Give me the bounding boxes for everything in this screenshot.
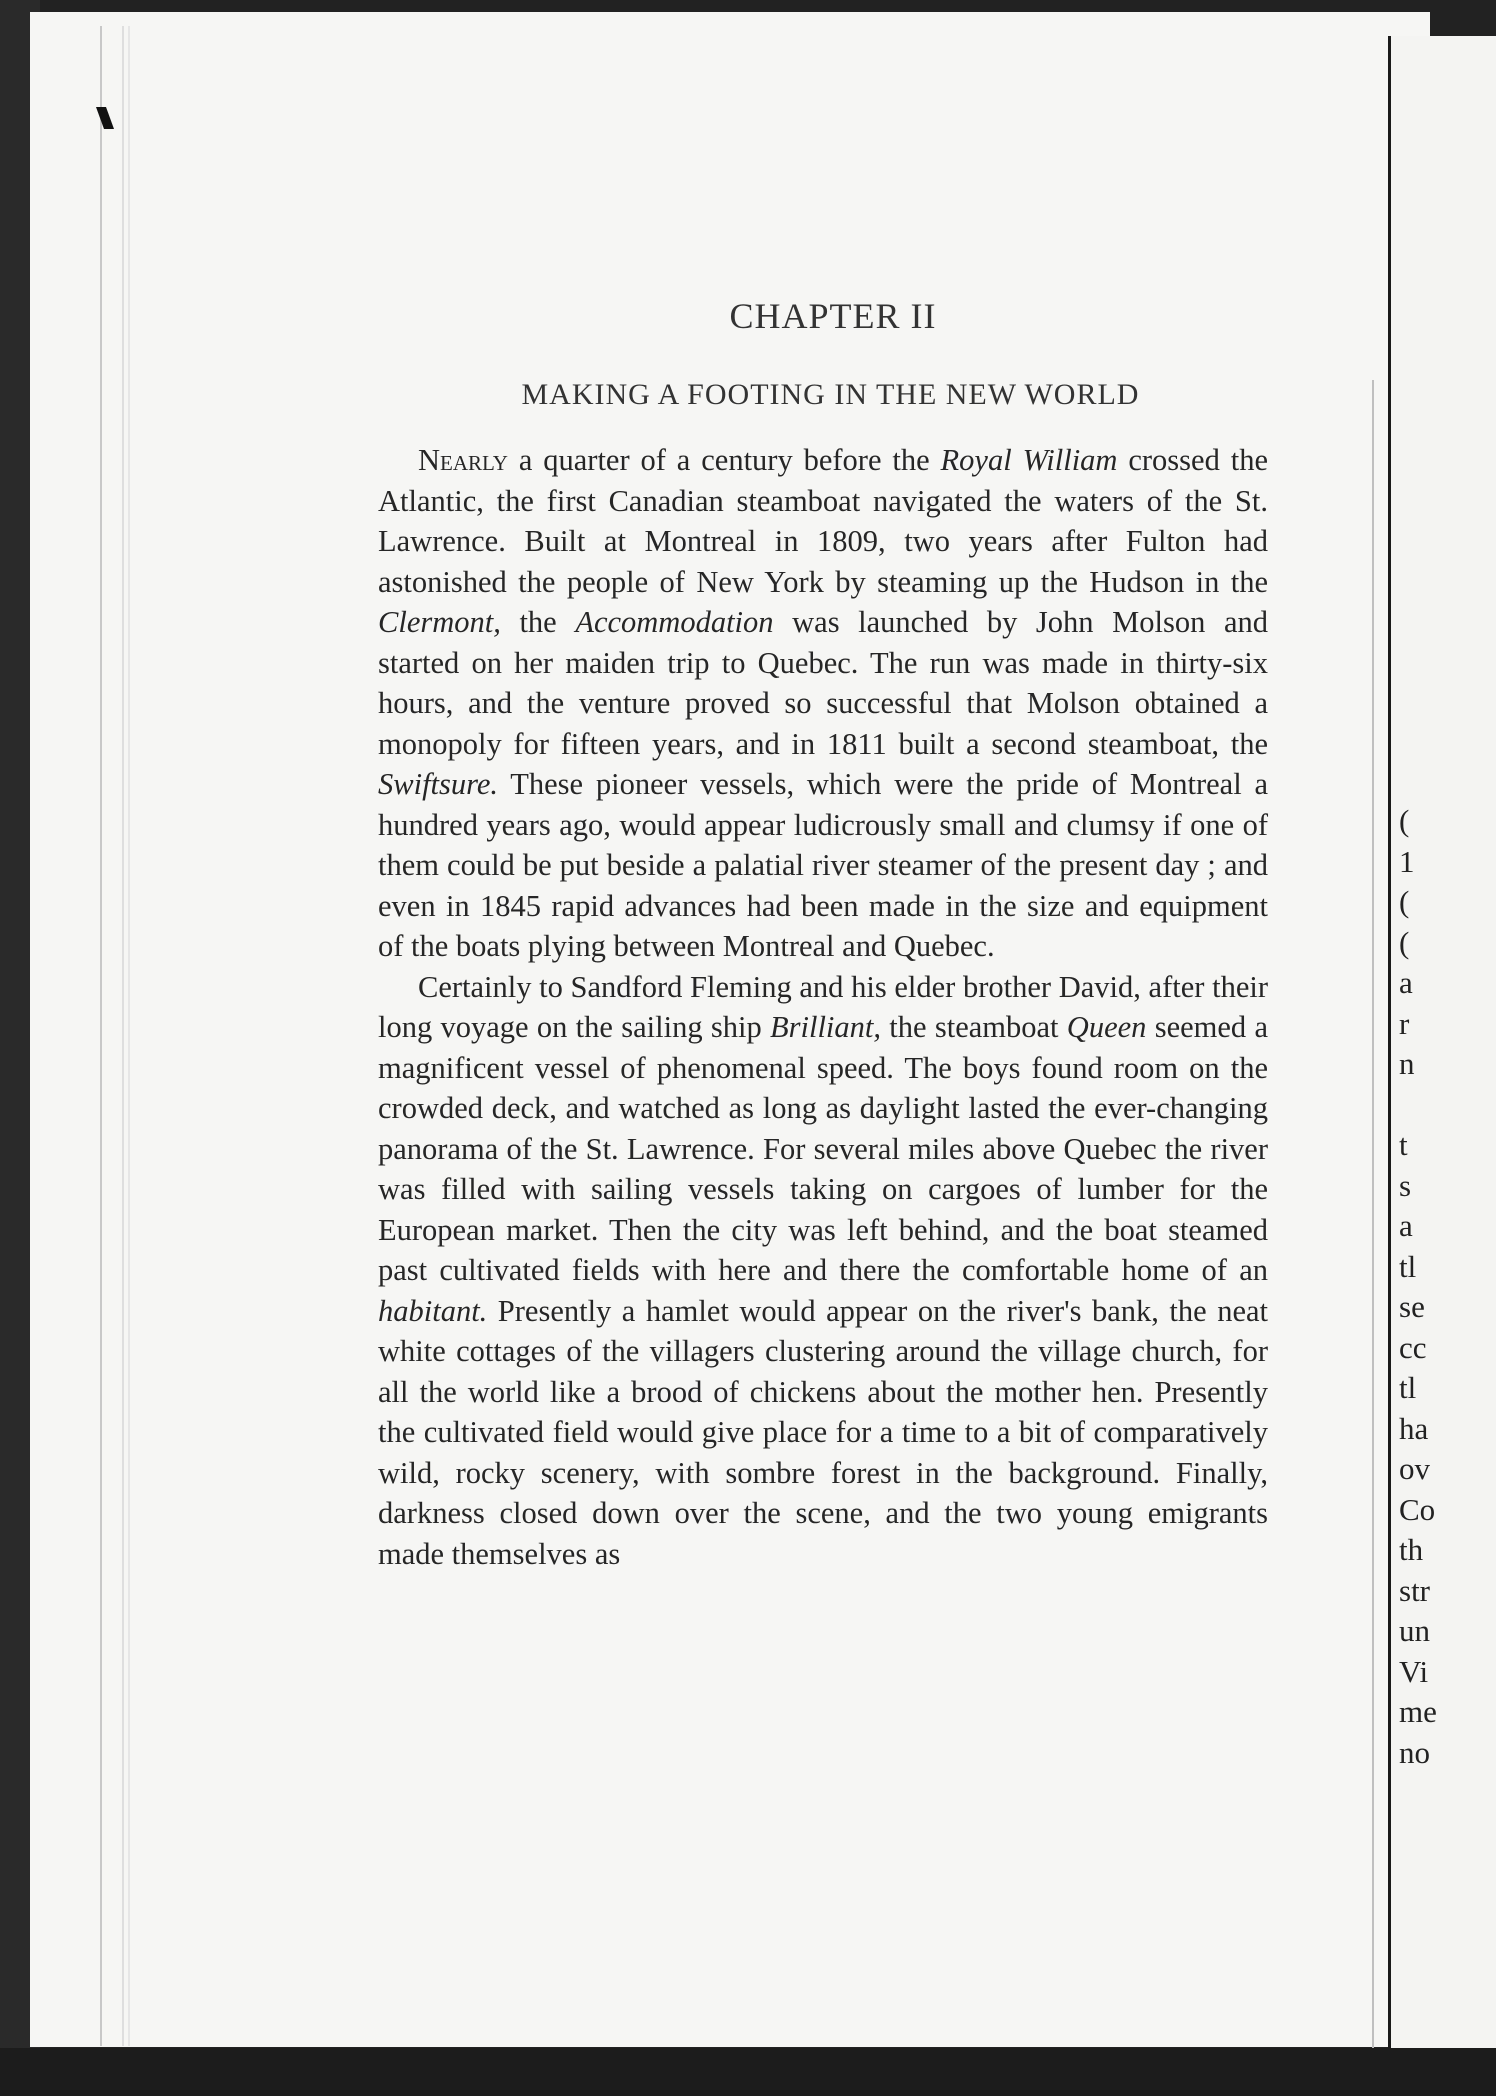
facing-page-text-fragment: str <box>1399 1572 1430 1608</box>
scan-bottom-band <box>0 2048 1496 2096</box>
text-run: the steamboat <box>881 1010 1067 1044</box>
italic-text: habitant. <box>378 1293 488 1328</box>
page-mark <box>96 107 114 129</box>
italic-text: Clermont, <box>378 605 501 639</box>
chapter-label: CHAPTER II <box>729 296 937 336</box>
facing-page-text-fragment: a <box>1399 965 1413 1000</box>
facing-page-text-fragment: s <box>1399 1167 1412 1203</box>
chapter-body <box>378 440 1268 1574</box>
facing-page-text-fragment: no <box>1399 1734 1430 1770</box>
facing-page-text-fragment: th <box>1399 1532 1424 1567</box>
page-edge-rule <box>1372 380 1374 2060</box>
facing-page-text-fragment: tl <box>1399 1370 1417 1405</box>
paragraph <box>378 967 1268 1575</box>
text-run: was launched by John Molson and started on her maiden trip to Quebec. The run was made in thirty-six hours, and the venture proved so successful that Molson obtained a monopoly for fifteen years, and in 1811 built a second steamboat, the <box>378 605 1268 761</box>
italic-text: Royal William <box>940 443 1118 477</box>
text-run: Presently a hamlet would appear on the river's bank, the neat white cottages of the villagers clustering around the village church, for all the world like a brood of chickens about the mother hen. Presently the cultivated field would give place for a time to a bit of comparatively wild, rocky scenery, with sombre forest in the background. Finally, darkness closed down over the scene, and the two young emigrants made themselves as <box>378 1293 1268 1571</box>
facing-page-text-fragment: Vi <box>1399 1653 1429 1689</box>
text-run: These pioneer vessels, which were the pride of Montreal a hundred years ago, would appear ludicrously small and clumsy if one of them could be put beside a palatial river steamer of the present day ; and even in 1845 rapid advances had been made in the size and equipment of the boats plying between Montreal and Quebec. <box>378 767 1268 963</box>
paragraph <box>378 440 1268 967</box>
facing-page-text-fragment: r <box>1399 1005 1410 1041</box>
facing-page-text-fragment: un <box>1399 1613 1430 1648</box>
facing-page-text-fragment: se <box>1399 1289 1425 1324</box>
italic-text: Queen <box>1066 1010 1147 1044</box>
chapter-title: MAKING A FOOTING IN THE NEW WORLD <box>521 378 1140 411</box>
text-run: a quarter of a century before the <box>507 443 941 477</box>
facing-page-text-fragment: a <box>1399 1208 1413 1243</box>
paragraph-lead-word: Nearly <box>418 443 508 477</box>
facing-page-text-fragment: tl <box>1399 1248 1417 1284</box>
italic-text: Swiftsure. <box>378 767 499 801</box>
text-run: the <box>500 605 576 639</box>
italic-text: Accommodation <box>575 605 774 639</box>
facing-page-text-fragment: ( <box>1399 803 1410 838</box>
facing-page-text-fragment: ov <box>1399 1451 1430 1486</box>
text-run: Certainly to Sandford Fleming and his elder brother David, after their long voyage on the sailing ship <box>378 969 1268 1044</box>
facing-page-text-fragment: cc <box>1399 1329 1427 1365</box>
facing-page-text-fragment: ha <box>1399 1410 1429 1446</box>
text-run: crossed the Atlantic, the first Canadian steamboat navigated the waters of the St. Lawrence. Built at Montreal in 1809, two years after Fulton had astonished the people of New York by steaming up the Hudson in the <box>378 443 1268 599</box>
facing-page-text-fragment: ( <box>1399 884 1410 919</box>
facing-page-text-fragment: Co <box>1399 1491 1436 1527</box>
italic-text: Brilliant, <box>770 1010 881 1044</box>
facing-page-text-fragment: n <box>1399 1046 1415 1081</box>
facing-page-text-fragment: ( <box>1399 924 1410 960</box>
text-run: seemed a magnificent vessel of phenomenal speed. The boys found room on the crowded deck, and watched as long as daylight lasted the ever-changing panorama of the St. Lawrence. For several miles above Quebec the river was filled with sailing vessels taking on cargoes of lumber for the European market. Then the city was left behind, and the boat steamed past cultivated fields with here and there the comfortable home of an <box>378 1010 1268 1287</box>
facing-page-text-fragment: 1 <box>1399 843 1415 879</box>
facing-page-text-fragment: me <box>1399 1694 1437 1729</box>
facing-page <box>1388 36 1496 2058</box>
facing-page-text-fragment: t <box>1399 1127 1408 1162</box>
